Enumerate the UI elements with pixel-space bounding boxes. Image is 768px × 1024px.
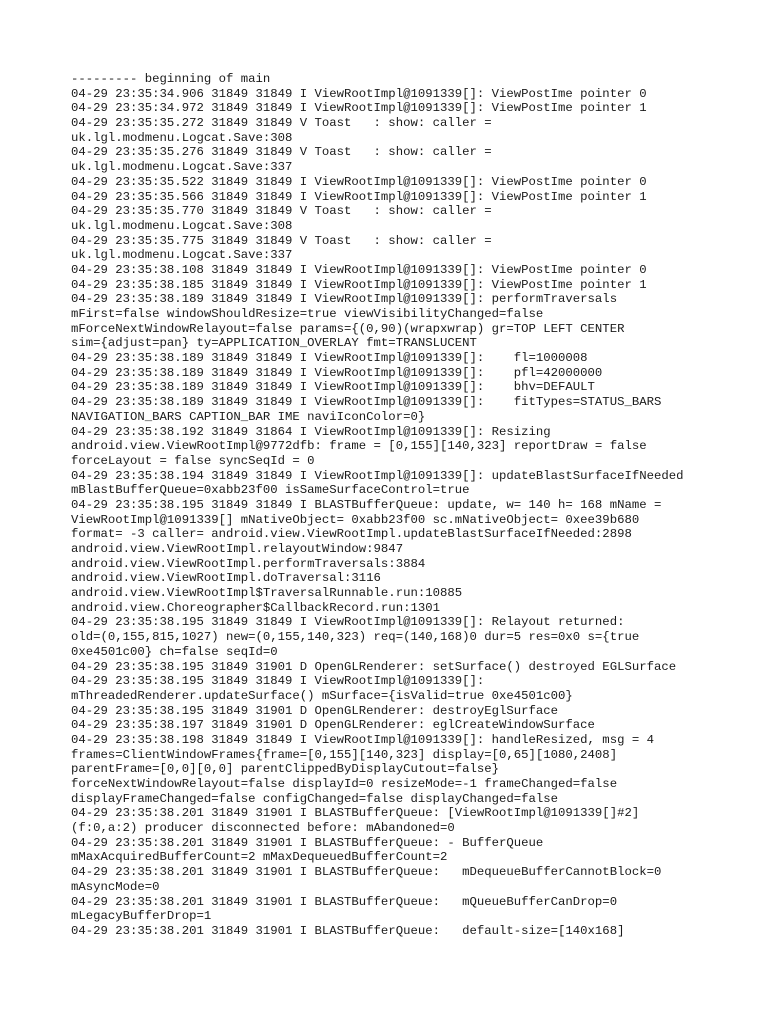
log-line: android.view.ViewRootImpl.relayoutWindow:9847 <box>71 542 404 556</box>
log-line: 04-29 23:35:35.566 31849 31849 I ViewRootImpl@1091339[]: ViewPostIme pointer 1 <box>71 189 647 204</box>
log-line: mFirst=false windowShouldResize=true viewVisibilityChanged=false <box>71 307 544 321</box>
log-line: frames=ClientWindowFrames{frame=[0,155][140,323] display=[0,65][1080,2408] <box>71 747 618 762</box>
log-line: uk.lgl.modmenu.Logcat.Save:337 <box>71 160 293 175</box>
log-line: parentFrame=[0,0][0,0] parentClippedByDisplayCutout=false} <box>71 762 500 777</box>
log-line: android.view.ViewRootImpl@9772dfb: frame = [0,155][140,323] reportDraw = false <box>71 439 647 454</box>
log-line: mLegacyBufferDrop=1 <box>71 909 212 924</box>
logcat-text-document <box>71 72 761 939</box>
log-line: 04-29 23:35:38.198 31849 31849 I ViewRootImpl@1091339[]: handleResized, msg = 4 <box>71 732 654 747</box>
log-line: android.view.ViewRootImpl.performTraversals:3884 <box>71 556 426 571</box>
log-line: NAVIGATION_BARS CAPTION_BAR IME naviIconColor=0} <box>71 409 426 424</box>
log-line: 04-29 23:35:38.185 31849 31849 I ViewRootImpl@1091339[]: ViewPostIme pointer 1 <box>71 277 647 292</box>
log-line: 04-29 23:35:38.195 31849 31849 I BLASTBufferQueue: update, w= 140 h= 168 mName = <box>71 497 662 512</box>
log-line: 04-29 23:35:38.189 31849 31849 I ViewRootImpl@1091339[]: fl=1000008 <box>71 351 588 366</box>
log-line: 04-29 23:35:38.108 31849 31849 I ViewRootImpl@1091339[]: ViewPostIme pointer 0 <box>71 262 647 277</box>
log-line: mForceNextWindowRelayout=false params={(0,90)(wrapxwrap) gr=TOP LEFT CENTER <box>71 321 625 336</box>
log-line: 04-29 23:35:38.189 31849 31849 I ViewRootImpl@1091339[]: bhv=DEFAULT <box>71 380 595 395</box>
log-line: android.view.ViewRootImpl$TraversalRunnable.run:10885 <box>71 586 463 601</box>
log-line: android.view.Choreographer$CallbackRecord.run:1301 <box>71 600 440 615</box>
log-line: 04-29 23:35:38.201 31849 31901 I BLASTBufferQueue: - BufferQueue <box>71 835 544 850</box>
log-line: sim={adjust=pan} ty=APPLICATION_OVERLAY fmt=TRANSLUCENT <box>71 336 477 351</box>
log-line: 04-29 23:35:35.770 31849 31849 V Toast : show: caller = <box>71 204 492 219</box>
log-line: forceLayout = false syncSeqId = 0 <box>71 453 315 468</box>
log-line: mThreadedRenderer.updateSurface() mSurface={isValid=true 0xe4501c00} <box>71 688 573 703</box>
log-line: 04-29 23:35:35.775 31849 31849 V Toast : show: caller = <box>71 233 492 248</box>
log-line: uk.lgl.modmenu.Logcat.Save:337 <box>71 248 293 263</box>
log-line: mAsyncMode=0 <box>71 879 160 894</box>
log-line: 04-29 23:35:38.189 31849 31849 I ViewRootImpl@1091339[]: fitTypes=STATUS_BARS <box>71 395 662 410</box>
log-line: old=(0,155,815,1027) new=(0,155,140,323) req=(140,168)0 dur=5 res=0x0 s={true <box>71 630 640 645</box>
log-line: 04-29 23:35:38.189 31849 31849 I ViewRootImpl@1091339[]: performTraversals <box>71 292 618 307</box>
log-line: 0xe4501c00} ch=false seqId=0 <box>71 644 278 659</box>
log-line: 04-29 23:35:38.195 31849 31901 D OpenGLRenderer: setSurface() destroyed EGLSurface <box>71 659 677 674</box>
log-line: 04-29 23:35:34.972 31849 31849 I ViewRootImpl@1091339[]: ViewPostIme pointer 1 <box>71 101 647 116</box>
log-line: mMaxAcquiredBufferCount=2 mMaxDequeuedBufferCount=2 <box>71 850 448 865</box>
log-line: 04-29 23:35:38.201 31849 31901 I BLASTBufferQueue: default-size=[140x168] <box>71 923 625 938</box>
log-line: 04-29 23:35:35.522 31849 31849 I ViewRootImpl@1091339[]: ViewPostIme pointer 0 <box>71 174 647 189</box>
log-line: (f:0,a:2) producer disconnected before: mAbandoned=0 <box>71 821 455 836</box>
log-line: 04-29 23:35:38.195 31849 31849 I ViewRootImpl@1091339[]: Relayout returned: <box>71 615 625 630</box>
log-line: 04-29 23:35:38.201 31849 31901 I BLASTBufferQueue: [ViewRootImpl@1091339[]#2] <box>71 806 640 821</box>
log-line: android.view.ViewRootImpl.doTraversal:3116 <box>71 571 381 586</box>
log-line: --------- beginning of main <box>71 72 271 86</box>
log-line: 04-29 23:35:38.197 31849 31901 D OpenGLRenderer: eglCreateWindowSurface <box>71 718 595 733</box>
log-line: 04-29 23:35:38.195 31849 31849 I ViewRootImpl@1091339[]: <box>71 674 485 689</box>
log-line: 04-29 23:35:38.201 31849 31901 I BLASTBufferQueue: mDequeueBufferCannotBlock=0 <box>71 865 662 880</box>
log-line: 04-29 23:35:38.194 31849 31849 I ViewRootImpl@1091339[]: updateBlastSurfaceIfNeeded <box>71 468 684 483</box>
log-line: 04-29 23:35:35.272 31849 31849 V Toast : show: caller = <box>71 116 492 131</box>
log-line: ViewRootImpl@1091339[] mNativeObject= 0xabb23f00 sc.mNativeObject= 0xee39b680 <box>71 512 640 527</box>
log-line: forceNextWindowRelayout=false displayId=0 resizeMode=-1 frameChanged=false <box>71 777 618 791</box>
log-line: mBlastBufferQueue=0xabb23f00 isSameSurfaceControl=true <box>71 483 470 498</box>
log-line: uk.lgl.modmenu.Logcat.Save:308 <box>71 130 293 145</box>
log-line: 04-29 23:35:38.195 31849 31901 D OpenGLRenderer: destroyEglSurface <box>71 703 559 718</box>
log-line: 04-29 23:35:34.906 31849 31849 I ViewRootImpl@1091339[]: ViewPostIme pointer 0 <box>71 86 647 101</box>
log-line: uk.lgl.modmenu.Logcat.Save:308 <box>71 218 293 233</box>
log-line: 04-29 23:35:38.192 31849 31864 I ViewRootImpl@1091339[]: Resizing <box>71 424 551 439</box>
log-line: 04-29 23:35:35.276 31849 31849 V Toast : show: caller = <box>71 145 492 160</box>
log-line: 04-29 23:35:38.201 31849 31901 I BLASTBufferQueue: mQueueBufferCanDrop=0 <box>71 894 618 909</box>
log-line: 04-29 23:35:38.189 31849 31849 I ViewRootImpl@1091339[]: pfl=42000000 <box>71 365 603 380</box>
log-line: displayFrameChanged=false configChanged=false displayChanged=false <box>71 791 559 806</box>
log-line: format= -3 caller= android.view.ViewRootImpl.updateBlastSurfaceIfNeeded:2898 <box>71 527 632 542</box>
